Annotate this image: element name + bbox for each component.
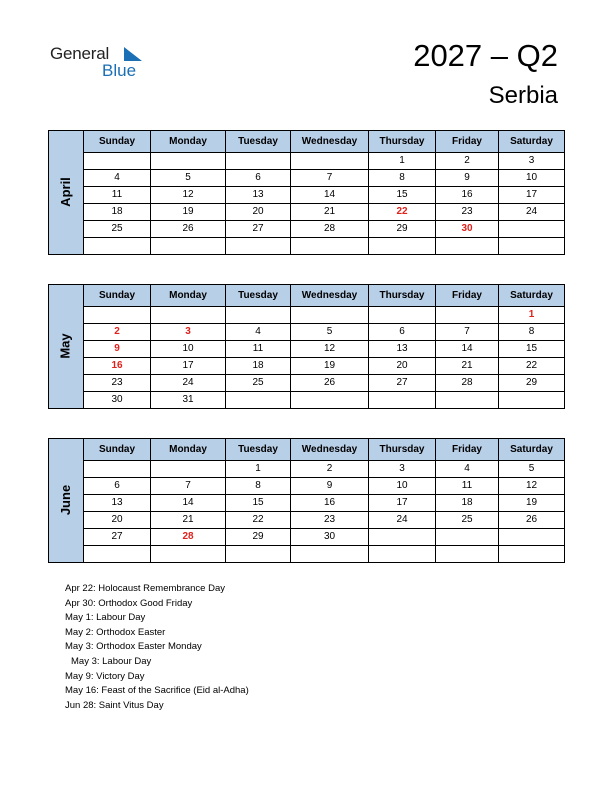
day-cell: 8 xyxy=(499,324,565,341)
day-cell xyxy=(151,307,226,324)
day-cell xyxy=(291,153,369,170)
day-cell: 7 xyxy=(436,324,499,341)
day-cell: 22 xyxy=(226,512,291,529)
day-cell xyxy=(84,546,151,563)
day-cell: 3 xyxy=(369,461,436,478)
country-name: Serbia xyxy=(488,82,558,109)
day-cell: 23 xyxy=(84,375,151,392)
day-cell xyxy=(369,529,436,546)
day-cell: 9 xyxy=(84,341,151,358)
day-cell: 22 xyxy=(499,358,565,375)
day-cell: 24 xyxy=(369,512,436,529)
holiday-note: May 16: Feast of the Sacrifice (Eid al-Adha) xyxy=(65,685,249,697)
day-cell: 13 xyxy=(369,341,436,358)
holiday-note: May 1: Labour Day xyxy=(65,612,146,624)
day-cell: 12 xyxy=(151,187,226,204)
day-cell xyxy=(369,307,436,324)
day-cell: 26 xyxy=(151,221,226,238)
month-calendar-may xyxy=(48,284,564,409)
holiday-note: Apr 30: Orthodox Good Friday xyxy=(65,597,193,609)
brand-blue-text: Blue xyxy=(102,61,137,80)
week-row xyxy=(49,341,565,358)
day-cell: 5 xyxy=(499,461,565,478)
day-cell: 9 xyxy=(436,170,499,187)
day-cell: 2 xyxy=(291,461,369,478)
week-row xyxy=(49,461,565,478)
day-cell: 23 xyxy=(291,512,369,529)
day-cell xyxy=(151,461,226,478)
week-row xyxy=(49,512,565,529)
week-row xyxy=(49,221,565,238)
weekday-header: Wednesday xyxy=(291,285,369,307)
day-cell: 31 xyxy=(151,392,226,409)
day-cell xyxy=(436,546,499,563)
day-cell: 30 xyxy=(291,529,369,546)
weekday-header: Tuesday xyxy=(226,131,291,153)
week-row xyxy=(49,375,565,392)
day-cell xyxy=(226,392,291,409)
day-cell: 10 xyxy=(499,170,565,187)
day-cell: 20 xyxy=(226,204,291,221)
day-cell xyxy=(369,238,436,255)
day-cell: 1 xyxy=(499,307,565,324)
day-cell: 29 xyxy=(369,221,436,238)
day-cell xyxy=(436,529,499,546)
weekday-header: Monday xyxy=(151,131,226,153)
day-cell xyxy=(369,392,436,409)
day-cell xyxy=(436,238,499,255)
day-cell: 3 xyxy=(151,324,226,341)
month-name: June xyxy=(58,484,73,515)
day-cell: 19 xyxy=(151,204,226,221)
day-cell: 9 xyxy=(291,478,369,495)
weekday-header: Wednesday xyxy=(291,131,369,153)
week-row xyxy=(49,546,565,563)
day-cell: 4 xyxy=(226,324,291,341)
day-cell: 26 xyxy=(499,512,565,529)
week-row xyxy=(49,153,565,170)
day-cell xyxy=(499,392,565,409)
month-name: May xyxy=(57,332,73,359)
day-cell: 10 xyxy=(151,341,226,358)
day-cell: 19 xyxy=(291,358,369,375)
day-cell: 16 xyxy=(436,187,499,204)
week-row xyxy=(49,204,565,221)
day-cell: 25 xyxy=(436,512,499,529)
weekday-header: Saturday xyxy=(499,131,565,153)
weekday-header: Sunday xyxy=(84,439,151,461)
day-cell: 30 xyxy=(436,221,499,238)
day-cell: 29 xyxy=(499,375,565,392)
day-cell: 2 xyxy=(84,324,151,341)
weekday-header: Tuesday xyxy=(226,439,291,461)
day-cell: 24 xyxy=(151,375,226,392)
weekday-header: Tuesday xyxy=(226,285,291,307)
week-row xyxy=(49,170,565,187)
month-side-label xyxy=(49,285,84,409)
week-row xyxy=(49,358,565,375)
holiday-note: Apr 22: Holocaust Remembrance Day xyxy=(65,583,225,594)
day-cell xyxy=(291,238,369,255)
weekday-header: Saturday xyxy=(499,439,565,461)
month-name: April xyxy=(58,176,73,207)
day-cell xyxy=(291,392,369,409)
month-table xyxy=(48,284,565,409)
day-cell: 18 xyxy=(84,204,151,221)
day-cell: 21 xyxy=(436,358,499,375)
holiday-note: May 3: Orthodox Easter Monday xyxy=(65,641,202,653)
day-cell: 27 xyxy=(369,375,436,392)
day-cell: 6 xyxy=(369,324,436,341)
day-cell: 21 xyxy=(291,204,369,221)
holiday-notes xyxy=(65,582,249,713)
day-cell: 5 xyxy=(291,324,369,341)
week-row xyxy=(49,238,565,255)
day-cell: 2 xyxy=(436,153,499,170)
day-cell: 3 xyxy=(499,153,565,170)
holiday-note: May 2: Orthodox Easter xyxy=(65,626,166,638)
day-cell: 6 xyxy=(84,478,151,495)
weekday-header: Saturday xyxy=(499,285,565,307)
brand-flag-icon xyxy=(124,47,142,61)
day-cell: 27 xyxy=(226,221,291,238)
day-cell xyxy=(151,153,226,170)
day-cell: 8 xyxy=(226,478,291,495)
day-cell: 26 xyxy=(291,375,369,392)
week-row xyxy=(49,529,565,546)
day-cell: 5 xyxy=(151,170,226,187)
day-cell xyxy=(499,529,565,546)
day-cell: 18 xyxy=(436,495,499,512)
day-cell: 28 xyxy=(436,375,499,392)
day-cell: 20 xyxy=(84,512,151,529)
day-cell xyxy=(151,546,226,563)
day-cell xyxy=(226,546,291,563)
day-cell: 7 xyxy=(151,478,226,495)
week-row xyxy=(49,495,565,512)
day-cell xyxy=(151,238,226,255)
month-side-label xyxy=(49,439,84,563)
day-cell xyxy=(369,546,436,563)
day-cell: 13 xyxy=(84,495,151,512)
weekday-header: Friday xyxy=(436,439,499,461)
weekday-header: Monday xyxy=(151,285,226,307)
day-cell xyxy=(499,238,565,255)
day-cell: 12 xyxy=(291,341,369,358)
week-row xyxy=(49,478,565,495)
day-cell xyxy=(436,392,499,409)
month-calendar-april xyxy=(48,130,564,255)
day-cell: 11 xyxy=(84,187,151,204)
day-cell: 21 xyxy=(151,512,226,529)
day-cell: 28 xyxy=(291,221,369,238)
day-cell: 23 xyxy=(436,204,499,221)
weekday-header: Thursday xyxy=(369,285,436,307)
weekday-header: Wednesday xyxy=(291,439,369,461)
day-cell: 15 xyxy=(369,187,436,204)
day-cell: 19 xyxy=(499,495,565,512)
day-cell: 28 xyxy=(151,529,226,546)
day-cell: 25 xyxy=(84,221,151,238)
day-cell: 1 xyxy=(369,153,436,170)
day-cell xyxy=(84,461,151,478)
month-table xyxy=(48,130,565,255)
day-cell: 4 xyxy=(436,461,499,478)
day-cell: 15 xyxy=(226,495,291,512)
day-cell: 14 xyxy=(151,495,226,512)
week-row xyxy=(49,392,565,409)
day-cell: 11 xyxy=(436,478,499,495)
day-cell: 8 xyxy=(369,170,436,187)
holiday-note: May 9: Victory Day xyxy=(65,670,145,682)
day-cell: 12 xyxy=(499,478,565,495)
holiday-note: May 3: Labour Day xyxy=(71,655,152,667)
day-cell xyxy=(84,153,151,170)
week-row xyxy=(49,324,565,341)
day-cell: 6 xyxy=(226,170,291,187)
day-cell: 29 xyxy=(226,529,291,546)
day-cell: 17 xyxy=(369,495,436,512)
day-cell: 16 xyxy=(291,495,369,512)
day-cell xyxy=(84,307,151,324)
day-cell: 1 xyxy=(226,461,291,478)
day-cell xyxy=(499,221,565,238)
day-cell: 22 xyxy=(369,204,436,221)
day-cell xyxy=(291,307,369,324)
weekday-header: Monday xyxy=(151,439,226,461)
day-cell: 16 xyxy=(84,358,151,375)
day-cell xyxy=(84,238,151,255)
page-title: 2027 – Q2 xyxy=(413,38,558,73)
weekday-header: Thursday xyxy=(369,439,436,461)
day-cell xyxy=(226,238,291,255)
brand-logo xyxy=(50,44,150,84)
day-cell: 15 xyxy=(499,341,565,358)
day-cell: 25 xyxy=(226,375,291,392)
day-cell: 18 xyxy=(226,358,291,375)
week-row xyxy=(49,187,565,204)
day-cell: 17 xyxy=(499,187,565,204)
day-cell: 7 xyxy=(291,170,369,187)
day-cell: 14 xyxy=(436,341,499,358)
day-cell: 14 xyxy=(291,187,369,204)
month-calendar-june xyxy=(48,438,564,563)
week-row xyxy=(49,307,565,324)
day-cell: 10 xyxy=(369,478,436,495)
day-cell: 27 xyxy=(84,529,151,546)
day-cell: 24 xyxy=(499,204,565,221)
month-side-label xyxy=(49,131,84,255)
brand-general-text: General xyxy=(50,44,110,63)
weekday-header: Thursday xyxy=(369,131,436,153)
day-cell xyxy=(226,153,291,170)
weekday-header: Friday xyxy=(436,285,499,307)
day-cell: 17 xyxy=(151,358,226,375)
weekday-header: Sunday xyxy=(84,131,151,153)
day-cell: 30 xyxy=(84,392,151,409)
day-cell: 4 xyxy=(84,170,151,187)
day-cell: 11 xyxy=(226,341,291,358)
weekday-header: Friday xyxy=(436,131,499,153)
day-cell xyxy=(226,307,291,324)
day-cell xyxy=(291,546,369,563)
holiday-note: Jun 28: Saint Vitus Day xyxy=(65,699,164,711)
day-cell: 13 xyxy=(226,187,291,204)
day-cell xyxy=(499,546,565,563)
month-table xyxy=(48,438,565,563)
day-cell: 20 xyxy=(369,358,436,375)
weekday-header: Sunday xyxy=(84,285,151,307)
day-cell xyxy=(436,307,499,324)
